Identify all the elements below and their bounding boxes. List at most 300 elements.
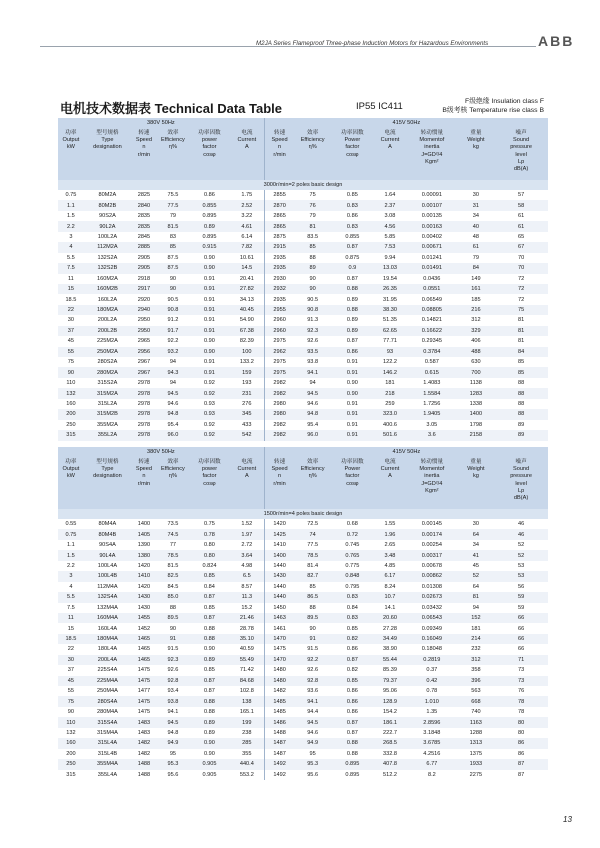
table-cell: 355M2A xyxy=(96,421,118,428)
table-cell: 59 xyxy=(517,604,525,611)
table-cell: 1.35 xyxy=(426,709,438,716)
page-number: 13 xyxy=(563,815,572,824)
table-cell: 160M4A xyxy=(84,613,131,623)
table-cell: 1440 xyxy=(264,592,294,602)
table-cell: 1480 xyxy=(264,676,294,686)
table-row xyxy=(58,430,548,440)
table-cell: 2978 xyxy=(137,380,151,387)
table-cell: 91.5 xyxy=(167,646,179,653)
table-cell: 112M2A xyxy=(84,242,131,252)
table-cell: 501.6 xyxy=(374,430,406,440)
table-cell: 0.775 xyxy=(345,562,360,569)
table-cell: 67 xyxy=(494,242,548,252)
table-cell: 0.745 xyxy=(345,542,360,549)
table-cell: 96.0 xyxy=(294,430,331,440)
table-cell: 85.39 xyxy=(382,667,397,674)
table-cell: 0.88 xyxy=(331,738,374,748)
column-header: 型号规格 Type designation xyxy=(84,128,131,180)
table-cell: 2962 xyxy=(264,347,294,357)
table-cell: 92.6 xyxy=(307,338,319,345)
table-cell: 64 xyxy=(458,529,495,539)
table-row xyxy=(58,357,548,367)
table-cell: 2915 xyxy=(264,242,294,252)
table-cell: 0.00107 xyxy=(406,200,458,210)
table-cell: 94 xyxy=(169,359,177,366)
table-cell: 0.87 xyxy=(346,338,358,345)
table-cell: 225S4A xyxy=(97,667,118,674)
table-cell: 52 xyxy=(458,571,495,581)
table-cell: 19.54 xyxy=(382,275,397,282)
table-cell: 216 xyxy=(458,305,495,315)
table-cell: 20.60 xyxy=(374,613,406,623)
table-cell: 55.44 xyxy=(374,655,406,665)
table-cell: 358 xyxy=(471,667,481,674)
table-cell: 8.24 xyxy=(384,583,396,590)
table-cell: 355L2A xyxy=(84,430,131,440)
table-cell: 74 xyxy=(294,529,331,539)
column-header: 转动惯量 Momentof inertia J=GD²/4 Kgm² xyxy=(406,128,458,180)
table-cell: 2980 xyxy=(264,409,294,419)
table-cell: 280S2A xyxy=(97,359,118,366)
table-cell: 48 xyxy=(472,233,480,240)
voltage-380v-header: 380V 50Hz xyxy=(58,447,264,457)
table-cell: 0.55 xyxy=(65,521,77,528)
table-cell: 0.08805 xyxy=(406,305,458,315)
table-cell: 81 xyxy=(494,326,548,336)
table-cell: 10.61 xyxy=(230,253,264,263)
table-cell: 8.2 xyxy=(427,771,436,778)
table-cell: 132M4A xyxy=(96,604,118,611)
table-row xyxy=(58,759,548,769)
table-row xyxy=(58,529,548,539)
table-cell: 94 xyxy=(472,604,480,611)
table-cell: 231 xyxy=(230,388,264,398)
table-cell: 90L2A xyxy=(84,221,131,231)
table-row xyxy=(58,686,548,696)
table-cell: 55 xyxy=(58,347,84,357)
table-cell: 6.14 xyxy=(230,232,264,242)
table-cell: 46 xyxy=(494,529,548,539)
table-cell: 89.5 xyxy=(157,613,189,623)
table-cell: 154.2 xyxy=(382,709,397,716)
table-cell: 2875 xyxy=(273,233,286,240)
table-cell: 61 xyxy=(458,242,495,252)
table-cell: 94.6 xyxy=(307,729,319,736)
table-cell: 2967 xyxy=(137,359,151,366)
table-cell: 0.01308 xyxy=(421,583,442,590)
table-cell: 81.4 xyxy=(307,562,319,569)
table-row xyxy=(58,571,548,581)
table-cell: 1313 xyxy=(458,738,495,748)
table-cell: 193 xyxy=(230,378,264,388)
table-cell: 56 xyxy=(517,583,525,590)
table-cell: 91 xyxy=(157,634,189,644)
column-header: 转速 Speed n r/min xyxy=(264,457,294,509)
table-cell: 100L2A xyxy=(97,233,118,240)
table-row xyxy=(58,420,548,430)
table-cell: 90.8 xyxy=(157,305,189,315)
table-cell: 90 xyxy=(67,709,74,716)
table-cell: 90.5 xyxy=(167,296,179,303)
table-cell: 250M2A xyxy=(84,347,131,357)
table-cell: 34.49 xyxy=(374,634,406,644)
table-cell: 355L4A xyxy=(97,771,118,778)
table-cell: 1475 xyxy=(131,696,157,706)
table-row xyxy=(58,200,548,210)
table-cell: 1487 xyxy=(264,738,294,748)
table-cell: 0.88 xyxy=(204,625,215,632)
table-row xyxy=(58,665,548,675)
table-cell: 2978 xyxy=(131,409,157,419)
table-cell: 1430 xyxy=(264,571,294,581)
table-cell: 72 xyxy=(517,296,525,303)
table-cell: 1410 xyxy=(131,571,157,581)
table-cell: 4.56 xyxy=(374,221,406,231)
table-cell: 0.3784 xyxy=(406,347,458,357)
table-cell: 87.5 xyxy=(157,263,189,273)
table-cell: 1380 xyxy=(131,550,157,560)
table-cell: 51.35 xyxy=(382,317,397,324)
table-cell: 2835 xyxy=(131,221,157,231)
table-cell: 1400 xyxy=(137,521,151,528)
table-cell: 28.78 xyxy=(230,623,264,633)
table-row xyxy=(58,623,548,633)
table-cell: 35.10 xyxy=(230,634,264,644)
table-cell: 0.90 xyxy=(204,254,215,261)
table-cell: 1440 xyxy=(273,583,286,590)
table-row xyxy=(58,305,548,315)
table-cell: 55 xyxy=(67,688,74,695)
table-cell: 0.86 xyxy=(346,688,358,695)
table-cell: 133.2 xyxy=(230,357,264,367)
table-cell: 0.83 xyxy=(331,592,374,602)
table-cell: 181 xyxy=(385,380,395,387)
table-cell: 0.89 xyxy=(331,326,374,336)
table-cell: 0.90 xyxy=(204,646,215,653)
table-cell: 0.06543 xyxy=(406,613,458,623)
table-row xyxy=(58,315,548,325)
table-cell: 102.8 xyxy=(230,686,264,696)
table-cell: 71.42 xyxy=(230,665,264,675)
table-cell: 1425 xyxy=(264,529,294,539)
table-cell: 1488 xyxy=(137,771,151,778)
table-cell: 67.38 xyxy=(230,326,264,336)
table-cell: 66 xyxy=(494,634,548,644)
table-cell: 0.87 xyxy=(331,717,374,727)
table-cell: 70 xyxy=(517,254,525,261)
table-cell: 64 xyxy=(472,583,480,590)
table-cell: 1492 xyxy=(264,759,294,769)
table-row xyxy=(58,728,548,738)
table-row xyxy=(58,232,548,242)
table-cell: 90.5 xyxy=(307,296,319,303)
data-table-4-pole xyxy=(58,447,548,780)
table-cell: 0.01491 xyxy=(406,263,458,273)
table-cell: 80 xyxy=(517,729,525,736)
table-cell: 1475 xyxy=(137,667,151,674)
table-cell: 0.75 xyxy=(65,192,77,199)
table-cell: 440.4 xyxy=(230,759,264,769)
table-cell: 0.85 xyxy=(346,192,358,199)
table-cell: 2940 xyxy=(131,305,157,315)
table-cell: 276 xyxy=(230,399,264,409)
table-cell: 77.71 xyxy=(382,338,397,345)
table-cell: 160L2A xyxy=(97,296,118,303)
table-cell: 0.16622 xyxy=(406,326,458,336)
table-cell: 0.91 xyxy=(189,305,230,315)
table-cell: 87.5 xyxy=(167,254,179,261)
table-cell: 84.5 xyxy=(167,583,179,590)
table-cell: 3.48 xyxy=(374,550,406,560)
table-cell: 15.2 xyxy=(230,603,264,613)
table-cell: 54.90 xyxy=(230,315,264,325)
table-cell: 100L4B xyxy=(84,571,131,581)
table-cell: 0.87 xyxy=(189,592,230,602)
table-cell: 668 xyxy=(458,696,495,706)
table-row xyxy=(58,263,548,273)
table-row xyxy=(58,592,548,602)
table-cell: 2978 xyxy=(131,388,157,398)
table-cell: 83 xyxy=(169,233,177,240)
table-cell: 20.41 xyxy=(230,274,264,284)
abb-logo: ABB xyxy=(538,33,575,49)
table-cell: 2.52 xyxy=(230,200,264,210)
table-row xyxy=(58,367,548,377)
table-cell: 1.96 xyxy=(374,529,406,539)
table-cell: 81 xyxy=(517,317,525,324)
table-cell: 0.01241 xyxy=(421,254,442,261)
table-cell: 66 xyxy=(517,625,525,632)
protection-class: IP55 IC411 xyxy=(356,101,403,112)
table-cell: 0.83 xyxy=(331,613,374,623)
table-cell: 200 xyxy=(58,409,84,419)
table-cell: 0.82 xyxy=(331,634,374,644)
table-cell: 0.795 xyxy=(345,583,360,590)
table-cell: 86 xyxy=(517,750,525,757)
table-cell: 0.91 xyxy=(189,284,230,294)
table-cell: 88 xyxy=(309,604,316,611)
column-header: 功率因数 power factor cosφ xyxy=(189,457,230,509)
table-cell: 0.89 xyxy=(189,717,230,727)
table-cell: 85.0 xyxy=(157,592,189,602)
table-cell: 4 xyxy=(69,583,73,590)
column-header: 功率因数 power factor cosφ xyxy=(189,128,230,180)
table-cell: 0.87 xyxy=(331,655,374,665)
table-cell: 0.00254 xyxy=(421,542,442,549)
table-cell: 2967 xyxy=(131,367,157,377)
table-cell: 181 xyxy=(471,625,481,632)
table-cell: 95.6 xyxy=(167,771,179,778)
table-cell: 2905 xyxy=(137,254,151,261)
column-header: 转速 Speed n r/min xyxy=(131,457,157,509)
table-cell: 0.88 xyxy=(331,284,374,294)
table-cell: 280M2A xyxy=(84,367,131,377)
table-cell: 0.92 xyxy=(189,388,230,398)
insulation-class: F级绝缘 Insulation class F xyxy=(465,98,544,105)
table-cell: 92.3 xyxy=(294,326,331,336)
table-cell: 152 xyxy=(458,613,495,623)
table-cell: 30 xyxy=(472,192,480,199)
table-cell: 34 xyxy=(472,213,480,220)
table-cell: 27.82 xyxy=(230,284,264,294)
table-cell: 0.91 xyxy=(204,296,215,303)
column-header: 功率 Output kW xyxy=(58,128,84,180)
table-cell: 6.17 xyxy=(374,571,406,581)
table-cell: 92.6 xyxy=(307,667,319,674)
table-cell: 0.765 xyxy=(331,550,374,560)
table-cell: 75.5 xyxy=(167,192,179,199)
table-cell: 740 xyxy=(471,709,481,716)
table-row xyxy=(58,603,548,613)
table-cell: 0.895 xyxy=(331,759,374,769)
table-cell: 57 xyxy=(517,192,525,199)
table-cell: 4.85 xyxy=(384,562,396,569)
table-cell: 95.4 xyxy=(167,421,179,428)
table-cell: 0.86 xyxy=(331,696,374,706)
column-header: 功率 Output kW xyxy=(58,457,84,509)
table-cell: 76 xyxy=(517,688,525,695)
table-cell: 0.89 xyxy=(346,317,358,324)
table-cell: 74.5 xyxy=(157,529,189,539)
table-cell: 31.95 xyxy=(382,296,397,303)
table-cell: 1420 xyxy=(273,521,286,528)
table-cell: 1420 xyxy=(137,583,151,590)
table-cell: 0.68 xyxy=(346,521,358,528)
table-cell: 0.89 xyxy=(189,221,230,231)
table-cell: 73.5 xyxy=(167,521,179,528)
table-cell: 2158 xyxy=(458,430,495,440)
table-cell: 488 xyxy=(458,347,495,357)
table-cell: 1430 xyxy=(131,592,157,602)
table-cell: 0.92 xyxy=(189,430,230,440)
table-cell: 94.1 xyxy=(167,709,179,716)
table-cell: 0.2819 xyxy=(406,655,458,665)
table-cell: 0.915 xyxy=(189,242,230,252)
table-cell: 91.3 xyxy=(307,317,319,324)
table-cell: 31 xyxy=(458,200,495,210)
table-cell: 94.6 xyxy=(167,400,179,407)
table-cell: 1450 xyxy=(273,604,286,611)
table-cell: 1475 xyxy=(273,646,286,653)
table-cell: 1461 xyxy=(273,625,286,632)
table-cell: 407.8 xyxy=(374,759,406,769)
table-cell: 0.91 xyxy=(204,317,215,324)
table-cell: 82.5 xyxy=(157,571,189,581)
table-cell: 200 xyxy=(66,750,76,757)
table-cell: 345 xyxy=(230,409,264,419)
table-cell: 1486 xyxy=(264,717,294,727)
table-cell: 165.1 xyxy=(230,707,264,717)
column-header: 重量 Weight kg xyxy=(458,457,495,509)
table-cell: 30 xyxy=(67,317,74,324)
table-cell: 700 xyxy=(458,367,495,377)
table-cell: 1465 xyxy=(131,634,157,644)
table-cell: 94.4 xyxy=(307,709,319,716)
table-cell: 0.91 xyxy=(346,400,358,407)
table-cell: 0.02673 xyxy=(406,592,458,602)
table-cell: 14.1 xyxy=(384,604,396,611)
table-cell: 86.5 xyxy=(294,592,331,602)
table-cell: 315S4A xyxy=(84,717,131,727)
table-cell: 0.00862 xyxy=(406,571,458,581)
table-cell: 180L4A xyxy=(97,646,118,653)
table-cell: 92.6 xyxy=(167,667,179,674)
table-cell: 1470 xyxy=(264,634,294,644)
table-cell: 79 xyxy=(169,213,177,220)
table-row xyxy=(58,644,548,654)
table-cell: 90 xyxy=(169,275,177,282)
table-cell: 112M4A xyxy=(97,583,118,590)
table-row xyxy=(58,749,548,759)
table-cell: 1375 xyxy=(469,750,483,757)
table-cell: 94.1 xyxy=(294,367,331,377)
table-cell: 0.88 xyxy=(189,696,230,706)
voltage-415v-header: 415V 50Hz xyxy=(264,118,548,128)
table-cell: 0.88 xyxy=(189,634,230,644)
table-cell: 2978 xyxy=(131,430,157,440)
table-cell: 2.72 xyxy=(230,540,264,550)
table-cell: 2930 xyxy=(273,275,286,282)
table-cell: 1488 xyxy=(273,729,286,736)
table-cell: 40 xyxy=(458,221,495,231)
table-cell: 2.2 xyxy=(58,221,84,231)
table-cell: 2.2 xyxy=(67,562,75,569)
table-cell: 0.00671 xyxy=(406,242,458,252)
table-row xyxy=(58,561,548,571)
table-cell: 59 xyxy=(494,592,548,602)
table-cell: 2.8596 xyxy=(406,717,458,727)
table-cell: 11 xyxy=(67,275,74,282)
table-row xyxy=(58,378,548,388)
table-cell: 0.93 xyxy=(204,400,215,407)
table-cell: 250M4A xyxy=(96,688,118,695)
table-cell: 200L4A xyxy=(84,655,131,665)
table-cell: 30 xyxy=(472,521,480,528)
table-cell: 90 xyxy=(157,284,189,294)
table-cell: 2275 xyxy=(469,771,483,778)
table-cell: 53 xyxy=(494,571,548,581)
table-cell: 315 xyxy=(66,771,76,778)
table-cell: 0.86 xyxy=(331,347,374,357)
table-cell: 280S4A xyxy=(84,696,131,706)
temperature-rise-class: B级考核 Temperature rise class B xyxy=(442,107,544,114)
section-label: 1500r/min=4 poles basic design xyxy=(58,509,548,519)
table-cell: 88 xyxy=(309,254,316,261)
table-row xyxy=(58,676,548,686)
table-cell: 2982 xyxy=(273,380,286,387)
table-cell: 92.8 xyxy=(294,676,331,686)
table-cell: 315M2A xyxy=(84,388,131,398)
table-cell: 66 xyxy=(494,613,548,623)
table-cell: 0.90 xyxy=(346,380,358,387)
table-cell: 0.91 xyxy=(204,275,215,282)
column-header: 噪声 Sound pressure level Lp dB(A) xyxy=(494,457,548,509)
table-cell: 132S4A xyxy=(84,592,131,602)
table-cell: 58 xyxy=(494,200,548,210)
column-header: 功率因数 Power factor cosφ xyxy=(331,128,374,180)
table-row xyxy=(58,388,548,398)
table-row xyxy=(58,221,548,231)
table-row xyxy=(58,613,548,623)
table-cell: 0.78 xyxy=(189,529,230,539)
table-cell: 2.37 xyxy=(374,200,406,210)
table-cell: 1483 xyxy=(137,729,151,736)
table-row xyxy=(58,717,548,727)
table-cell: 87 xyxy=(517,771,525,778)
table-row xyxy=(58,770,548,780)
table-cell: 93.8 xyxy=(307,359,319,366)
table-cell: 11.3 xyxy=(230,592,264,602)
